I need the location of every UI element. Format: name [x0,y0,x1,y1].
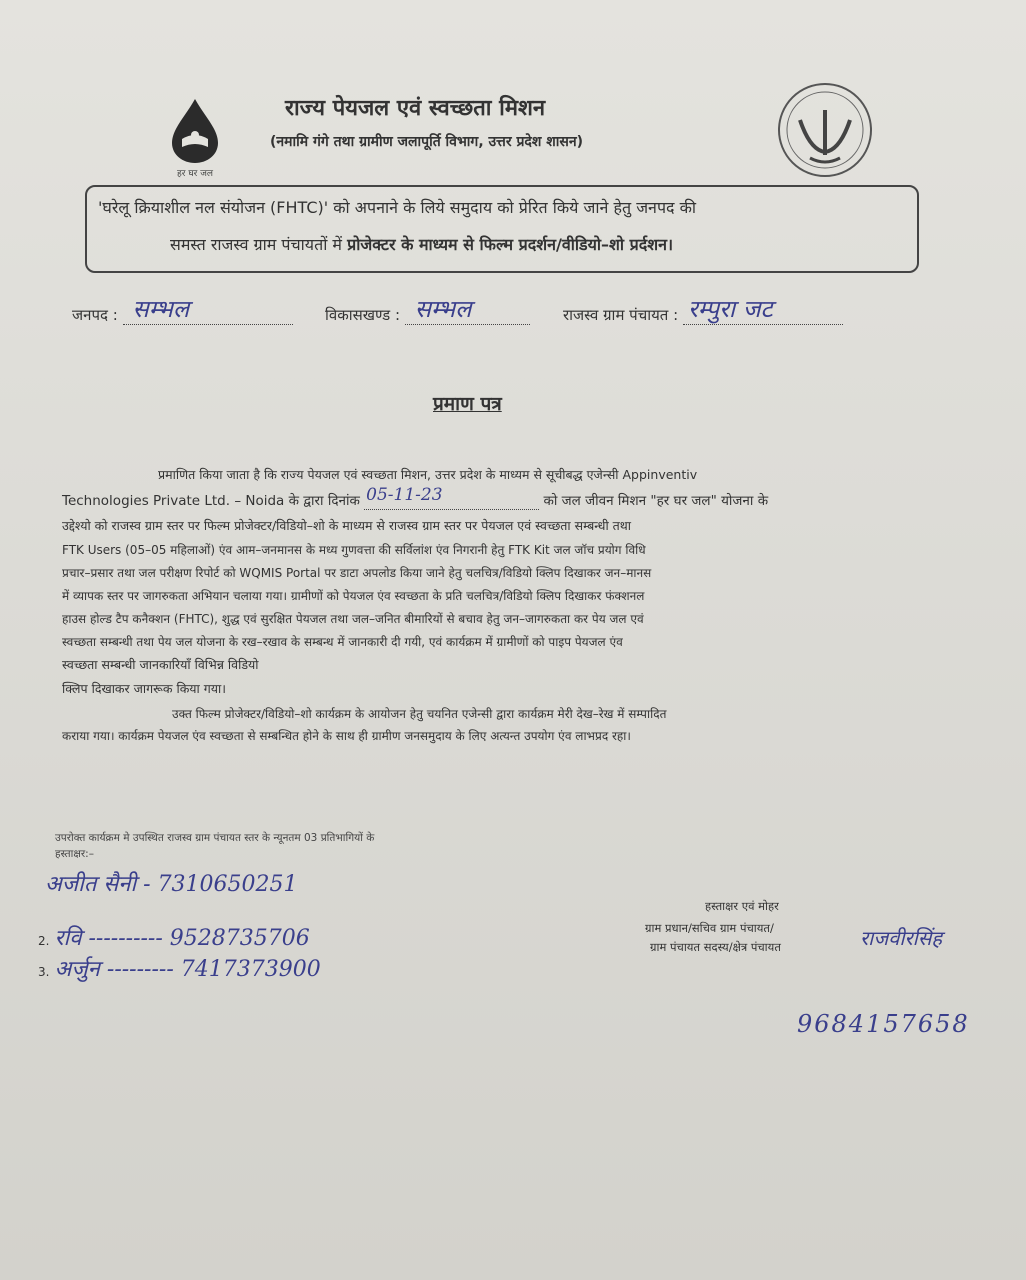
signature-role-1: ग्राम प्रधान/सचिव ग्राम पंचायत/ [645,921,774,935]
participants-note-line-2: हस्ताक्षर:– [55,848,94,860]
participant-entry [45,868,298,898]
signature-role-2: ग्राम पंचायत सदस्य/क्षेत्र पंचायत [650,940,781,954]
panchayat-label: राजस्व ग्राम पंचायत : [563,306,679,324]
participant-signature: अर्जुन --------- 7417373900 [54,957,321,982]
participants-note-line-1: उपरोक्त कार्यक्रम मे उपस्थित राजस्व ग्राम पंचायत स्तर के न्यूनतम 03 प्रतिभागियों के [55,832,375,844]
participant-entry [38,922,310,952]
official-phone: 9684157658 [797,1010,970,1038]
district-field [72,295,293,325]
banner-line-1: 'घरेलू क्रियाशील नल संयोजन (FHTC)' को अपनाने के लिये समुदाय को प्रेरित किये जाने हेतु जनपद की [98,198,697,217]
body-line-3: उद्देश्यो को राजस्व ग्राम स्तर पर फिल्म प्रोजेक्टर/विडियो–शो के माध्यम से राजस्व ग्राम स्तर पर पेयजल एवं स्वच्छता सम्बन्धी तथा [62,518,632,533]
participant-signature: रवि ---------- 9528735706 [54,926,310,951]
banner-line-2-bold: प्रोजेक्टर के माध्यम से फिल्म प्रदर्शन/वीडियो–शो प्रर्दशन। [347,235,674,254]
participant-number: 2. [38,934,50,948]
up-government-emblem [770,80,880,180]
certificate-heading: प्रमाण पत्र [433,393,502,415]
logo-caption: हर घर जल [177,169,213,179]
panchayat-value: रम्पुरा जट [687,295,773,323]
body-line-2b: को जल जीवन मिशन "हर घर जल" योजना के [543,493,769,509]
signature-label: हस्ताक्षर एवं मोहर [705,899,779,913]
page-title: राज्य पेयजल एवं स्वच्छता मिशन [285,96,546,121]
har-ghar-jal-logo [150,95,240,190]
participant-entry [38,953,321,983]
emblem-icon [770,80,880,180]
body-line-9: स्वच्छता सम्बन्धी जानकारियॉं विभिन्न विडियो [62,657,259,672]
body-line-8: स्वच्छता सम्बन्धी तथा पेय जल योजना के रख–रखाव के सम्बन्ध में जानकारी दी गयी, एवं कार्यक्रम में ग्रामीणों को पाइप पेयजल एंव [62,635,623,649]
block-label: विकासखण्ड : [325,306,401,324]
banner-line-2-plain: समस्त राजस्व ग्राम पंचायतों में [170,235,342,254]
page-subtitle: (नमामि गंगे तथा ग्रामीण जलापूर्ति विभाग, उत्तर प्रदेश शासन) [270,134,584,150]
body-line-10: क्लिप दिखाकर जागरूक किया गया। [62,681,227,696]
participants-note [55,830,374,862]
body-line-1: प्रमाणित किया जाता है कि राज्य पेयजल एवं स्वच्छता मिशन, उत्तर प्रदेश के माध्यम से सूचीबद्ध एजेन्सी Appinventiv [158,467,698,482]
official-signature: राजवीरसिंह [860,926,942,950]
body-line-11: उक्त फिल्म प्रोजेक्टर/विडियो–शो कार्यक्रम के आयोजन हेतु चयनित एजेन्सी द्वारा कार्यक्रम मेरी देख–रेख में सम्पादित [172,707,667,721]
body-line-6: में व्यापक स्तर पर जागरुकता अभियान चलाया गया। ग्रामीणों को पेयजल एंव स्वच्छता के प्रति चलचित्र/विडियो क्लिप दिखाकर फंक्शनल [62,589,645,603]
district-value: सम्भल [132,295,190,323]
panchayat-field [563,295,843,325]
block-value: सम्भल [414,295,472,323]
district-label: जनपद : [72,306,118,324]
event-date: 05-11-23 [366,485,443,505]
body-line-2 [62,485,769,510]
participant-signature: अजीत सैनी - 7310650251 [45,872,298,897]
body-line-4: FTK Users (05–05 महिलाओं) एंव आम–जनमानस के मध्य गुणवत्ता की सर्विलांश एंव निगरानी हेतु FTK Kit जल जॉच प्रयोग विधि [62,543,646,557]
participant-number: 3. [38,965,50,979]
block-field [325,295,530,325]
body-line-12: कराया गया। कार्यक्रम पेयजल एंव स्वच्छता से सम्बन्धित होने के साथ ही ग्रामीण जनसमुदाय के लिए अत्यन्त उपयोग एंव लाभप्रद रहा। [62,729,631,743]
body-line-7: हाउस होल्ड टैप कनैक्शन (FHTC), शुद्ध एवं सुरक्षित पेयजल तथा जल–जनित बीमारियों से बचाव हेतु जन–जागरुकता कर पेय जल एवं [62,612,644,626]
banner-line-2 [170,233,673,255]
body-line-5: प्रचार–प्रसार तथा जल परीक्षण रिपोर्ट को WQMIS Portal पर डाटा अपलोड किया जाने हेतु चलचित्र/विडियो क्लिप दिखाकर जन–मानस [62,566,652,580]
water-drop-icon [150,95,240,165]
body-line-2a: Technologies Private Ltd. – Noida के द्वारा दिनांक [62,493,360,509]
